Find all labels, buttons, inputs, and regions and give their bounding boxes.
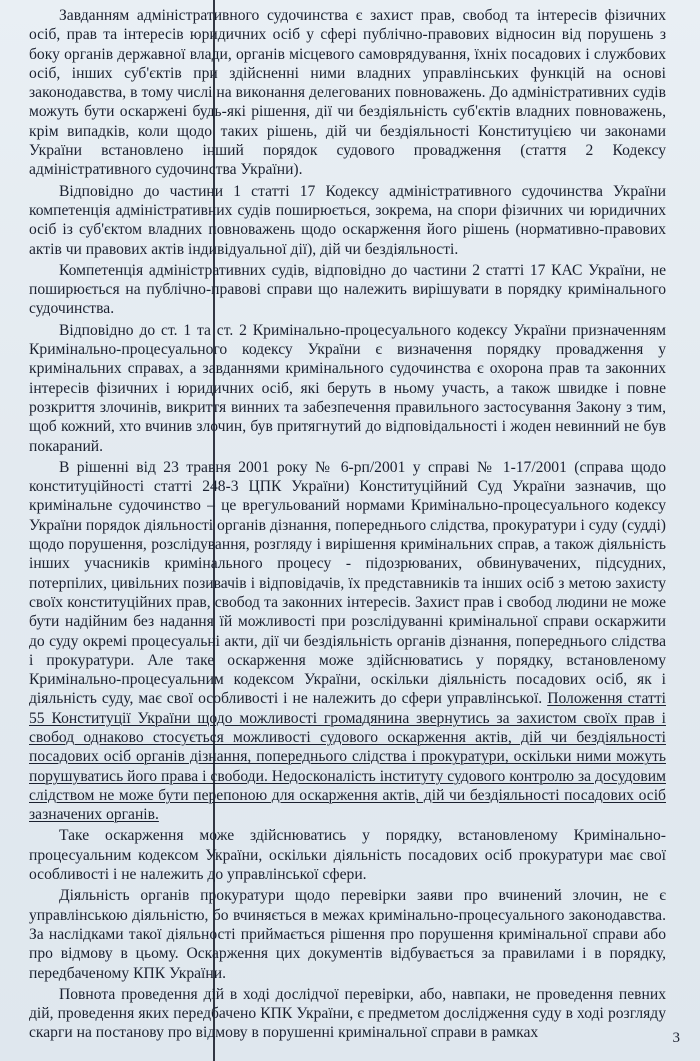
paragraph-3: Компетенція адміністративних судів, відповідно до частини 2 статті 17 КАС України, не поширюється на публічно-правові справи що належить вирішувати в порядку кримінального судочинства. (29, 261, 666, 318)
paragraph-6: Таке оскарження може здійснюватись у порядку, встановленому Кримінально-процесуальним кодексом України, оскільки діяльність посадових осіб прокуратури має свої особливості і не належить до управлінської сфери. (29, 827, 666, 884)
page-number: 3 (672, 1030, 680, 1046)
paragraph-8: Повнота проведення дій в ході дослідчої перевірки, або, навпаки, не проведення певних дій, проведення яких передбачено КПК України, є предметом дослідження суду в ході розгляду скарги на постанову про відмову в порушенні кримінальної справи в рамках (29, 985, 666, 1042)
paragraph-5 (29, 458, 666, 825)
paragraph-2: Відповідно до частини 1 статті 17 Кодексу адміністративного судочинства України компетенція адміністративних судів поширюється, зокрема, на спори фізичних чи юридичних осіб із суб'єктом владних повноважень щодо оскарження його рішень (нормативно-правових актів чи правових актів індивідуальної дії), дій чи бездіяльності. (29, 182, 666, 258)
paragraph-5-underlined-text: Положення статті 55 Конституції України щодо можливості громадянина звернутись за захистом своїх прав і свобод однаково стосується можливості судового оскарження актів, дій чи бездіяльності посадових осіб органів дізнання, попереднього слідства і прокуратури, оскільки ними можуть порушуватись його права і свободи. Недосконалість інституту судового контролю за досудовим слідством не може бути перепоною для оскарження актів, дій чи бездіяльності посадових осіб зазначених органів. (29, 690, 666, 824)
document-body (29, 6, 666, 1043)
paragraph-4: Відповідно до ст. 1 та ст. 2 Кримінально-процесуального кодексу України призначенням Кримінально-процесуального кодексу України є визначення порядку провадження у кримінальних справах, а завданнями кримінального судочинства є охорона прав та законних інтересів фізичних і юридичних осіб, які беруть в ньому участь, а також швидке і повне розкриття злочинів, викриття винних та забезпечення правильного застосування Закону з тим, щоб кожний, хто вчинив злочин, був притягнутий до відповідальності і жоден невинний не був покараний. (29, 321, 666, 455)
paragraph-7: Діяльність органів прокуратури щодо перевірки заяви про вчинений злочин, не є управлінською діяльністю, бо вчиняється в межах кримінально-процесуального законодавства. За наслідками такої діяльності приймається рішення про порушення кримінальної справи або про відмову в цьому. Оскарження цих документів відбувається за правилами і в порядку, передбаченому КПК України. (29, 887, 666, 982)
paragraph-1: Завданням адміністративного судочинства є захист прав, свобод та інтересів фізичних осіб, прав та інтересів юридичних осіб у сфері публічно-правових відносин від порушень з боку органів державної влади, органів місцевого самоврядування, їхніх посадових і службових осіб, інших суб'єктів при здійсненні ними владних управлінських функцій на основі законодавства, в тому числі на виконання делегованих повноважень. До адміністративних судів можуть бути оскаржені будь-які рішення, дії чи бездіяльність суб'єктів владних повноважень, крім випадків, коли щодо таких рішень, дій чи бездіяльності Конституцією чи законами України встановлено інший порядок судового провадження (стаття 2 Кодексу адміністративного судочинства України). (29, 7, 666, 179)
paragraph-5-text: В рішенні від 23 травня 2001 року № 6-рп/2001 у справі № 1-17/2001 (справа щодо конституційності статті 248-3 ЦПК України) Конституційний Суд України зазначив, що кримінальне судочинство – це врегульований нормами Кримінально-процесуального кодексу України порядок діяльності органів дізнання, попереднього слідства, прокуратури і суду (судді) щодо порушення, розслідування, розгляду і вирішення кримінальних справ, а також діяльність інших учасників кримінального процесу - підозрюваних, обвинувачених, підсудних, потерпілих, цивільних позивачів і відповідачів, їх представників та інших осіб з метою захисту своїх конституційних прав, свобод та законних інтересів. Захист прав і свобод людини не може бути надійним без надання їй можливості при розслідуванні кримінальної справи оскаржити до суду окремі процесуальні акти, дії чи бездіяльність органів дізнання, попереднього слідства і прокуратури. Але таке оскарження може здійснюватись у порядку, встановленому Кримінально-процесуальним кодексом України, оскільки діяльність посадових осіб, як і діяльність суду, має свої особливості і не належить до сфери управлінської. (29, 458, 666, 708)
